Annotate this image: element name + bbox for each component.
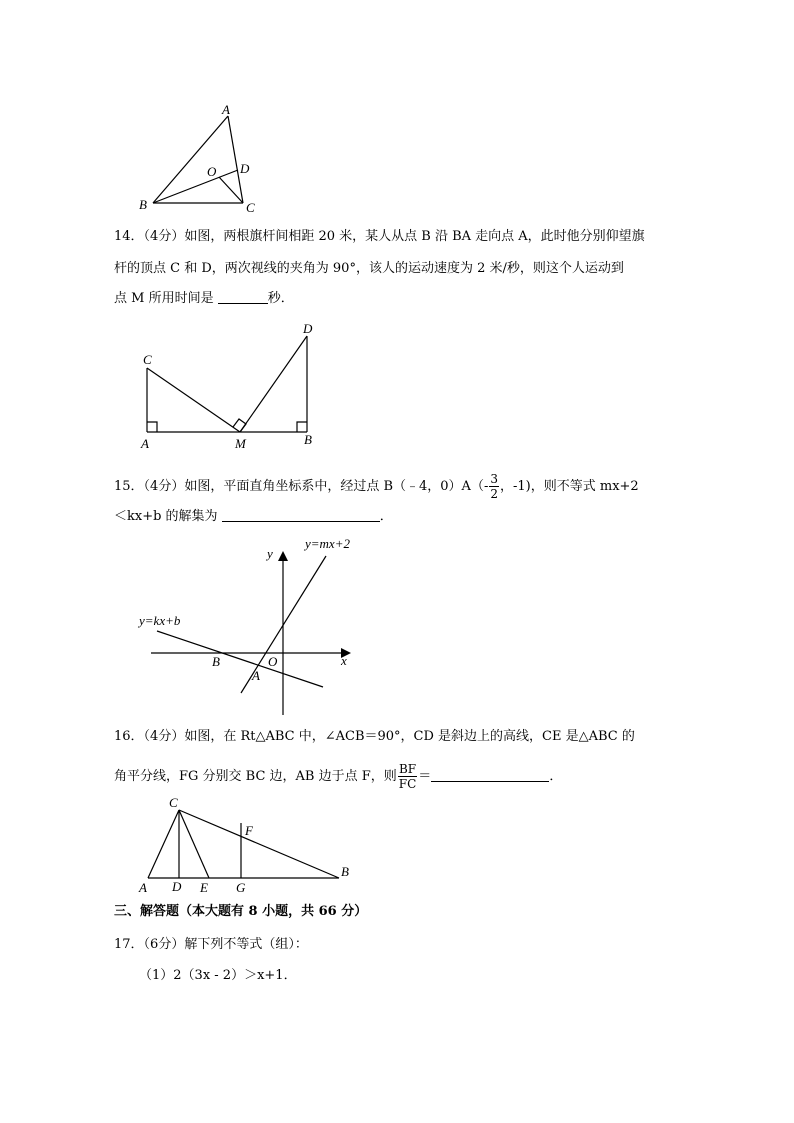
sightline-md	[240, 336, 307, 432]
right-angle-a-icon	[147, 422, 157, 432]
label-c: C	[246, 200, 255, 215]
label-d: D	[303, 321, 313, 336]
y-axis-arrow-icon	[278, 551, 288, 561]
label-o: O	[207, 164, 217, 179]
q16-line-2	[114, 762, 562, 791]
q17-number: 17．	[114, 937, 144, 952]
q16-text-2c: ．	[549, 769, 563, 784]
label-y-axis: y	[267, 546, 273, 561]
q14-line-3	[114, 289, 294, 309]
figure-14	[135, 318, 335, 453]
q15-text-1a: 如图，平面直角坐标系中，经过点 B（﹣4，0）A（	[184, 479, 484, 494]
q15-answer-blank[interactable]	[222, 507, 380, 522]
q14-line-2	[114, 259, 624, 279]
label-line-kx: y=kx+b	[139, 613, 181, 628]
q16-answer-blank[interactable]	[431, 767, 549, 782]
label-a: A	[139, 880, 147, 895]
q14-answer-blank[interactable]	[218, 289, 268, 304]
q15-frac-den: 2	[490, 487, 498, 501]
q16-frac-num: BF	[398, 762, 417, 776]
section-3-title: 三、解答题（本大题有 8 小题，共 66 分）	[114, 904, 368, 919]
q14-line-1	[114, 227, 645, 247]
sightline-mc	[147, 368, 240, 432]
figure-15	[135, 533, 375, 718]
label-c: C	[143, 352, 152, 367]
figure-16	[135, 795, 365, 895]
q17-sub-1: （1）2（3x - 2）＞x+1．	[139, 968, 297, 983]
label-a: A	[222, 102, 230, 117]
q15-text-1b: ，-1)，则不等式 mx+2	[500, 479, 639, 494]
label-f: F	[245, 823, 253, 838]
label-x-axis: x	[341, 653, 347, 668]
segment-cb	[179, 810, 339, 878]
label-c: C	[169, 795, 178, 810]
q14-text-3: 点 M 所用时间是	[114, 291, 214, 306]
q15-line-1	[114, 472, 639, 501]
q16-equals: ＝	[418, 769, 432, 784]
segment-ac	[148, 810, 179, 878]
label-b: B	[341, 864, 349, 879]
q14-text-2: 杆的顶点 C 和 D，两次视线的夹角为 90°，该人的运动速度为 2 米/秒，则这个人运动到	[114, 261, 624, 276]
q17-score: （6分）	[143, 937, 185, 952]
q15-text-2b: ．	[379, 509, 393, 524]
label-a: A	[252, 668, 260, 683]
q16-frac-den: FC	[398, 777, 417, 791]
label-origin: O	[268, 654, 278, 669]
q14-number: 14．	[114, 229, 144, 244]
label-d: D	[240, 161, 250, 176]
q15-frac-sign: -	[483, 479, 489, 494]
figure-13-svg	[135, 100, 265, 220]
label-m: M	[235, 436, 246, 451]
q16-fraction	[398, 762, 418, 791]
q15-text-2a: ＜kx+b 的解集为	[114, 509, 218, 524]
figure-14-svg	[135, 318, 335, 453]
q16-text-2a: 角平分线，FG 分别交 BC 边，AB 边于点 F，则	[114, 769, 397, 784]
line-kx-b	[157, 631, 323, 687]
q15-frac-num: 3	[490, 472, 498, 486]
q17-text: 解下列不等式（组）：	[184, 937, 308, 952]
figure-13	[135, 100, 265, 220]
right-angle-b-icon	[297, 422, 307, 432]
q14-score: （4分）	[143, 229, 185, 244]
label-b: B	[304, 432, 312, 447]
label-a: A	[141, 436, 149, 451]
label-e: E	[200, 880, 208, 895]
label-b: B	[139, 197, 147, 212]
q15-score: （4分）	[143, 479, 185, 494]
q15-line-2	[114, 507, 393, 527]
q16-score: （4分）	[143, 729, 185, 744]
q16-number: 16．	[114, 729, 144, 744]
q15-number: 15．	[114, 479, 144, 494]
figure-15-svg	[135, 533, 375, 718]
label-b: B	[212, 654, 220, 669]
q17-line-1	[114, 935, 308, 955]
q14-text-1: 如图，两根旗杆间相距 20 米，某人从点 B 沿 BA 走向点 A，此时他分别仰望旗	[184, 229, 645, 244]
figure-16-svg	[135, 795, 365, 895]
label-d: D	[172, 879, 182, 894]
segment-ab	[153, 116, 228, 203]
q16-text-1: 如图，在 Rt△ABC 中，∠ACB＝90°，CD 是斜边上的高线，CE 是△ABC 的	[184, 729, 635, 744]
segment-bd	[153, 170, 238, 203]
q15-fraction	[489, 472, 499, 501]
label-g: G	[236, 880, 246, 895]
label-line-mx: y=mx+2	[305, 536, 350, 551]
q14-text-3b: 秒．	[267, 291, 294, 306]
q16-line-1	[114, 727, 635, 747]
